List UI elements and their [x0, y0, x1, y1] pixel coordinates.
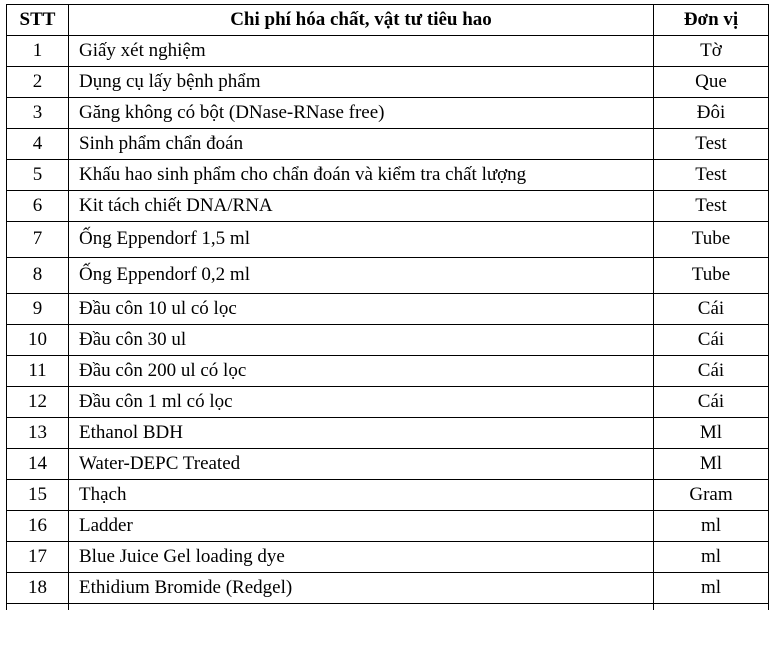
- cell-stt: 5: [7, 160, 69, 191]
- cell-unit: ml: [654, 573, 769, 604]
- cell-name: Đầu côn 200 ul có lọc: [69, 356, 654, 387]
- cell-unit: Test: [654, 191, 769, 222]
- cell-name: Water-DEPC Treated: [69, 449, 654, 480]
- table-row: [7, 129, 769, 160]
- cell-empty: [7, 604, 69, 611]
- table-row: [7, 387, 769, 418]
- cell-stt: 10: [7, 325, 69, 356]
- cell-name: Đầu côn 10 ul có lọc: [69, 294, 654, 325]
- cell-stt: 17: [7, 542, 69, 573]
- cell-stt: 2: [7, 67, 69, 98]
- cell-unit: Tờ: [654, 36, 769, 67]
- table-row: [7, 160, 769, 191]
- table-row: [7, 36, 769, 67]
- cell-name: Giấy xét nghiệm: [69, 36, 654, 67]
- table-row: [7, 294, 769, 325]
- cell-unit: Gram: [654, 480, 769, 511]
- cell-name: Đầu côn 30 ul: [69, 325, 654, 356]
- table-row: [7, 511, 769, 542]
- cell-stt: 7: [7, 222, 69, 258]
- table-row: [7, 356, 769, 387]
- cell-stt: 14: [7, 449, 69, 480]
- cell-stt: 13: [7, 418, 69, 449]
- consumables-table: [6, 4, 769, 610]
- cell-stt: 8: [7, 258, 69, 294]
- header-unit: Đơn vị: [654, 5, 769, 36]
- cell-unit: Cái: [654, 325, 769, 356]
- cell-stt: 15: [7, 480, 69, 511]
- cell-stt: 9: [7, 294, 69, 325]
- cell-unit: Test: [654, 160, 769, 191]
- cell-stt: 18: [7, 573, 69, 604]
- cell-name: Sinh phẩm chẩn đoán: [69, 129, 654, 160]
- table-row: [7, 98, 769, 129]
- cell-name: Kit tách chiết DNA/RNA: [69, 191, 654, 222]
- table-row: [7, 67, 769, 98]
- cell-unit: Ml: [654, 449, 769, 480]
- cell-stt: 16: [7, 511, 69, 542]
- cell-unit: Tube: [654, 222, 769, 258]
- cell-name: Ống Eppendorf 0,2 ml: [69, 258, 654, 294]
- cell-stt: 1: [7, 36, 69, 67]
- cell-name: Thạch: [69, 480, 654, 511]
- cell-stt: 3: [7, 98, 69, 129]
- cell-empty: [69, 604, 654, 611]
- cell-unit: Ml: [654, 418, 769, 449]
- cell-name: Blue Juice Gel loading dye: [69, 542, 654, 573]
- header-stt: STT: [7, 5, 69, 36]
- cell-name: Ethidium Bromide (Redgel): [69, 573, 654, 604]
- table-row: [7, 480, 769, 511]
- table-row: [7, 418, 769, 449]
- cell-unit: Cái: [654, 294, 769, 325]
- cell-name: Găng không có bột (DNase-RNase free): [69, 98, 654, 129]
- header-name: Chi phí hóa chất, vật tư tiêu hao: [69, 5, 654, 36]
- cell-unit: ml: [654, 511, 769, 542]
- cell-stt: 4: [7, 129, 69, 160]
- consumables-table-container: [6, 4, 769, 610]
- cell-empty: [654, 604, 769, 611]
- cell-unit: Cái: [654, 356, 769, 387]
- cell-name: Ethanol BDH: [69, 418, 654, 449]
- cell-unit: Tube: [654, 258, 769, 294]
- cell-unit: ml: [654, 542, 769, 573]
- cell-name: Đầu côn 1 ml có lọc: [69, 387, 654, 418]
- cell-unit: Cái: [654, 387, 769, 418]
- cell-unit: Que: [654, 67, 769, 98]
- cell-stt: 6: [7, 191, 69, 222]
- cell-unit: Đôi: [654, 98, 769, 129]
- table-row: [7, 258, 769, 294]
- table-header-row: [7, 5, 769, 36]
- table-row: [7, 325, 769, 356]
- cell-unit: Test: [654, 129, 769, 160]
- table-row: [7, 449, 769, 480]
- cell-name: Ladder: [69, 511, 654, 542]
- table-row: [7, 191, 769, 222]
- table-row: [7, 222, 769, 258]
- cell-name: Khấu hao sinh phẩm cho chẩn đoán và kiểm tra chất lượng: [69, 160, 654, 191]
- cell-stt: 12: [7, 387, 69, 418]
- table-row-cut-off: [7, 604, 769, 611]
- cell-name: Dụng cụ lấy bệnh phẩm: [69, 67, 654, 98]
- table-row: [7, 573, 769, 604]
- cell-name: Ống Eppendorf 1,5 ml: [69, 222, 654, 258]
- cell-stt: 11: [7, 356, 69, 387]
- table-row: [7, 542, 769, 573]
